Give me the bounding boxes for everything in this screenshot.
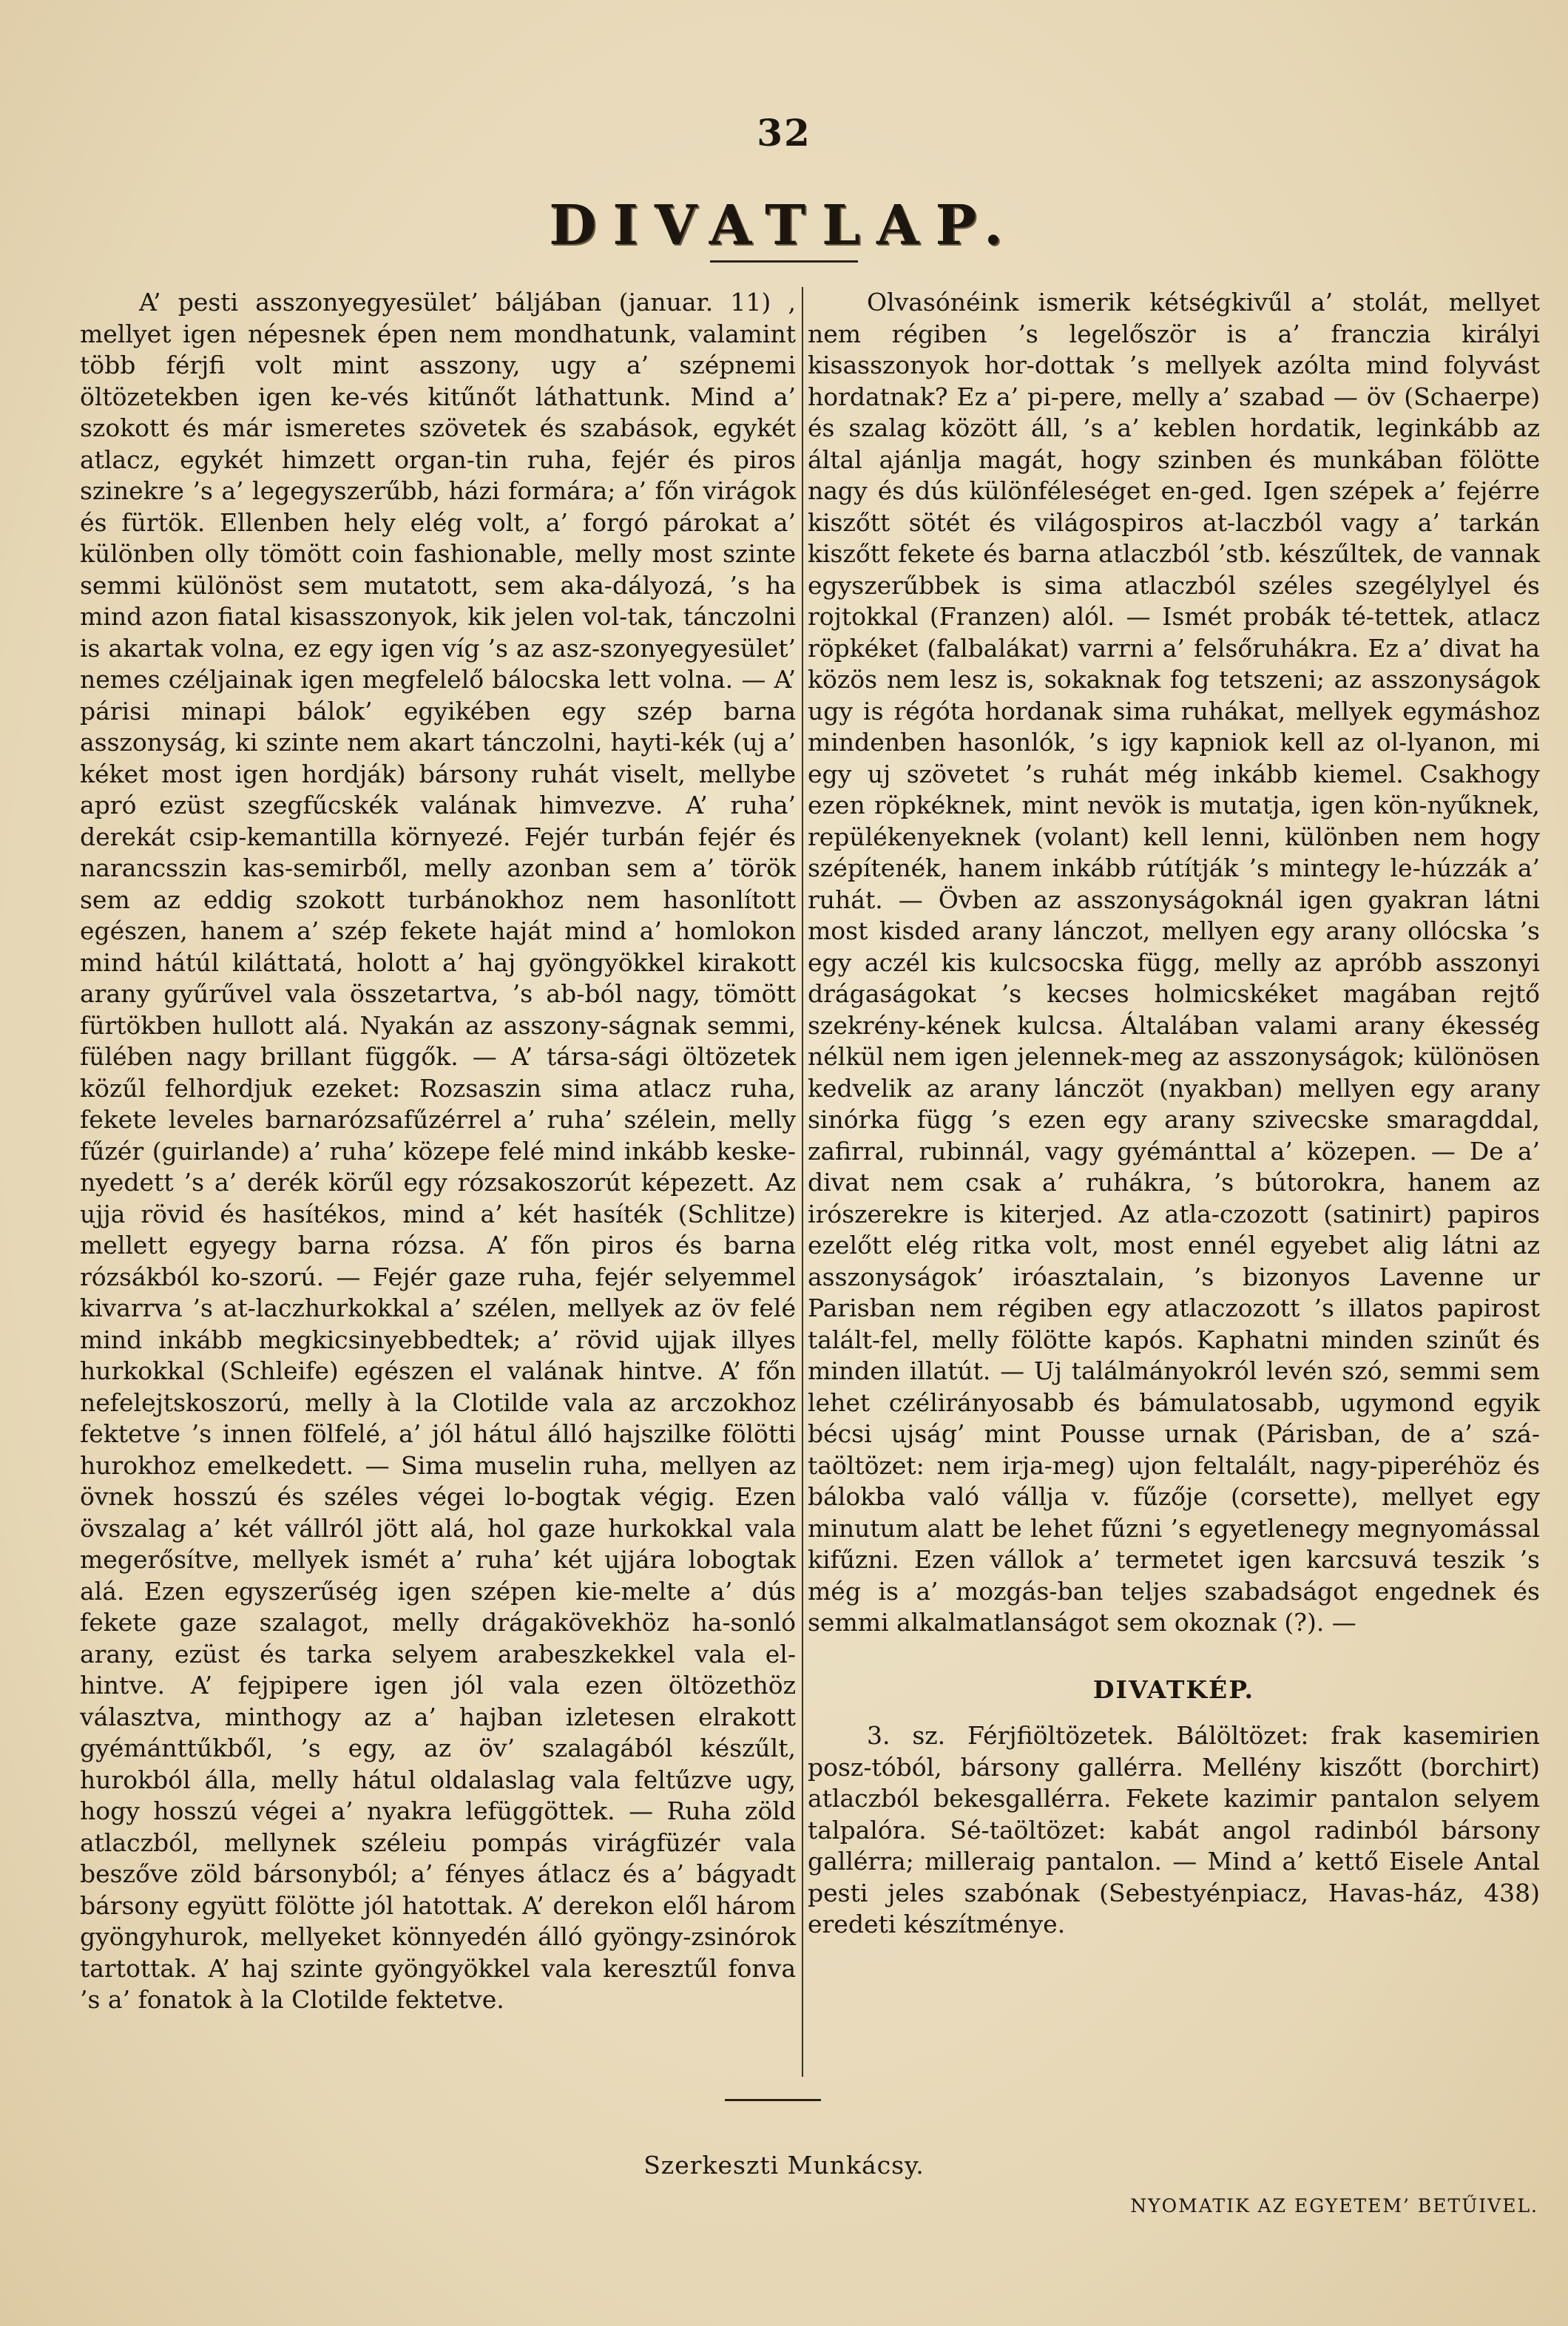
bottom-rule: [725, 2099, 821, 2101]
left-column: [80, 287, 796, 2016]
masthead-title: DIVATLAP.: [549, 194, 1019, 257]
masthead: [0, 194, 1568, 257]
section-heading-divatkep: DIVATKÉP.: [1092, 1674, 1255, 1704]
right-column-paragraph: Olvasónéink ismerik kétségkivűl a’ stolát, mellyet nem régiben ’s legelőször is a’ franczia királyi kisasszonyok hor-dottak ’s mellyek azólta mind folyvást hordatnak? Ez a’ pi-pere, melly a’ szabad — öv (Schaerpe) és szalag között áll, ’s a’ keblen hordatik, leginkább az által ajánlja magát, hogy szinben és munkában fölötte nagy és dús különféleséget en-ged. Igen szépek a’ fejérre kiszőtt sötét és világospiros at-laczból vagy a’ tarkán kiszőtt fekete és barna atlaczból ’stb. készűltek, de vannak egyszerűbbek is sima atlaczból széles szegélylyel és rojtokkal (Franzen) alól. — Ismét probák té-tettek, atlacz röpkéket (falbalákat) varrni a’ felsőruhákra. Ez a’ divat ha közös nem lesz is, sokaknak fog tetszeni; az asszonyságok ugy is régóta hordanak sima ruhákat, mellyek egymáshoz mindenben hasonlók, ’s igy kapniok kell az ol-lyanon, mi egy uj szövetet ’s ruhát még inkább kiemel. Csakhogy ezen röpkéknek, mint nevök is mutatja, igen kön-nyűknek, repülékenyeknek (volant) kell lenni, különben nem hogy szépítenék, hanem inkább rútítják ’s mintegy le-húzzák a’ ruhát. — Övben az asszonyságoknál igen gyakran látni most kisded arany lánczot, mellyen egy arany ollócska ’s egy aczél kis kulcsocska függ, melly az apróbb asszonyi drágaságokat ’s kecses holmicskéket magában rejtő szekrény-kének kulcsa. Általában valami arany ékesség nélkül nem igen jelennek-meg az asszonyságok; különösen kedvelik az arany lánczöt (nyakban) mellyen egy arany sinórka függ ’s ezen egy arany szivecske smaragddal, zafirral, rubinnál, vagy gyémánttal a’ közepen. — De a’ divat nem csak a’ ruhákra, ’s bútorokra, hanem az irószerekre is kiterjed. Az atla-czozott (satinirt) papiros ezelőtt elég ritka volt, most ennél egyebet alig látni az asszonyságok’ iróasztalain, ’s bizonyos Lavenne ur Parisban nem régiben egy atlaczozott ’s illatos papirost talált-fel, melly fölötte kapós. Kaphatni minden szinűt és minden illatút. — Uj találmányokról levén szó, semmi sem lehet czélirányosabb és bámulatosabb, ugymond egyik bécsi ujság’ mint Pousse urnak (Párisban, de a’ szá-taöltözet: nem irja-meg) ujon feltalált, nagy-piperéhöz és bálokba való vállja v. fűzője (corsette), mellyet egy minutum alatt be lehet fűzni ’s egyetlenegy megnyomással kifűzni. Ezen vállok a’ termetet igen karcsuvá teszik ’s még is a’ mozgás-ban teljes szabadságot engednek és semmi alkalmatlanságot sem okoznak (?). —: [808, 288, 1540, 1637]
editor-credit: Szerkeszti Munkácsy.: [643, 2151, 925, 2180]
printer-credit: NYOMATIK AZ EGYETEM’ BETŰIVEL.: [1130, 2195, 1538, 2217]
right-column: [808, 287, 1540, 1941]
fashion-plate-description: 3. sz. Férjfiöltözetek. Bálöltözet: frak kasemirien posz-tóból, bársony gallérra. Mellény kiszőtt (borchirt) atlaczból bekesgallérra. Fekete kazimir pantalon selyem talpalóra. Sé-taöltözet: kabát angol radinból bársony gallérra; milleraig pantalon. — Mind a’ kettő Eisele Antal pesti jeles szabónak (Sebestyénpiacz, Havas-ház, 438) eredeti készítménye.: [808, 1721, 1540, 1938]
column-divider: [802, 287, 803, 2077]
page-number: 32: [757, 111, 811, 155]
left-column-paragraph: A’ pesti asszonyegyesület’ báljában (januar. 11) , mellyet igen népesnek épen nem mondhatunk, valamint több férjfi volt mint asszony, ugy a’ szépnemi öltözetekben igen ke-vés kitűnőt láthattunk. Mind a’ szokott és már ismeretes szövetek és szabások, egykét atlacz, egykét himzett organ-tin ruha, fejér és piros szinekre ’s a’ legegyszerűbb, házi formára; a’ főn virágok és fürtök. Ellenben hely elég volt, a’ forgó párokat a’ különben olly tömött coin fashionable, melly most szinte semmi különöst sem mutatott, sem aka-dályozá, ’s ha mind azon fiatal kisasszonyok, kik jelen vol-tak, tánczolni is akartak volna, ez egy igen víg ’s az asz-szonyegyesület’ nemes czéljainak igen megfelelő bálocska lett volna. — A’ párisi minapi bálok’ egyikében egy szép barna asszonyság, ki szinte nem akart tánczolni, hayti-kék (uj a’ kéket most igen hordják) bársony ruhát viselt, mellybe apró ezüst szegfűcskék valának himvezve. A’ ruha’ derekát csip-kemantilla környezé. Fejér turbán fejér és narancsszin kas-semirből, melly azonban sem a’ török sem az eddig szokott turbánokhoz nem hasonlított egészen, hanem a’ szép fekete haját mind a’ homlokon mind hátúl kiláttatá, holott a’ haj gyöngyökkel kirakott arany gyűrűvel vala összetartva, ’s ab-ból nagy, tömött fürtökben hullott alá. Nyakán az asszony-ságnak semmi, fülében nagy brillant függők. — A’ társa-sági öltözetek közűl felhordjuk ezeket: Rozsaszin sima atlacz ruha, fekete leveles barnarózsafűzérrel a’ ruha’ szélein, melly fűzér (guirlande) a’ ruha’ közepe felé mind inkább keske-nyedett ’s a’ derék körűl egy rózsakoszorút képezett. Az ujja rövid és hasítékos, mind a’ két hasíték (Schlitze) mellett egyegy barna rózsa. A’ főn piros és barna rózsákból ko-szorú. — Fejér gaze ruha, fejér selyemmel kivarrva ’s at-laczhurkokkal a’ szélen, mellyek az öv felé mind inkább megkicsinyebbedtek; a’ rövid ujjak illyes hurkokkal (Schleife) egészen el valának hintve. A’ főn nefelejtskoszorú, melly à la Clotilde vala az arczokhoz fektetve ’s innen fölfelé, a’ jól hátul álló hajszilke fölötti hurokhoz emelkedett. — Sima muselin ruha, mellyen az övnek hosszú és széles végei lo-bogtak végig. Ezen övszalag a’ két vállról jött alá, hol gaze hurkokkal vala megerősítve, mellyek ismét a’ ruha’ két ujjára lobogtak alá. Ezen egyszerűség igen szépen kie-melte a’ dús fekete gaze szalagot, melly drágakövekhöz ha-sonló arany, ezüst és tarka selyem arabeszkekkel vala el-hintve. A’ fejpipere igen jól vala ezen öltözethöz választva, minthogy az a’ hajban izletesen elrakott gyémánttűkből, ’s egy, az öv’ szalagából készűlt, hurokból álla, melly hátul oldalaslag vala feltűzve ugy, hogy hosszú végei a’ nyakra lefüggöttek. — Ruha zöld atlaczból, mellynek széleiu pompás virágfüzér vala beszőve zöld bársonyból; a’ fényes átlacz és a’ bágyadt bársony együtt fölötte jól hatottak. A’ derekon elől három gyöngyhurok, mellyeket könnyedén álló gyöngy-zsinórok tartottak. A’ haj szinte gyöngyökkel vala keresztűl fonva ’s a’ fonatok à la Clotilde fektetve.: [80, 288, 796, 2014]
masthead-rule: [710, 260, 858, 263]
